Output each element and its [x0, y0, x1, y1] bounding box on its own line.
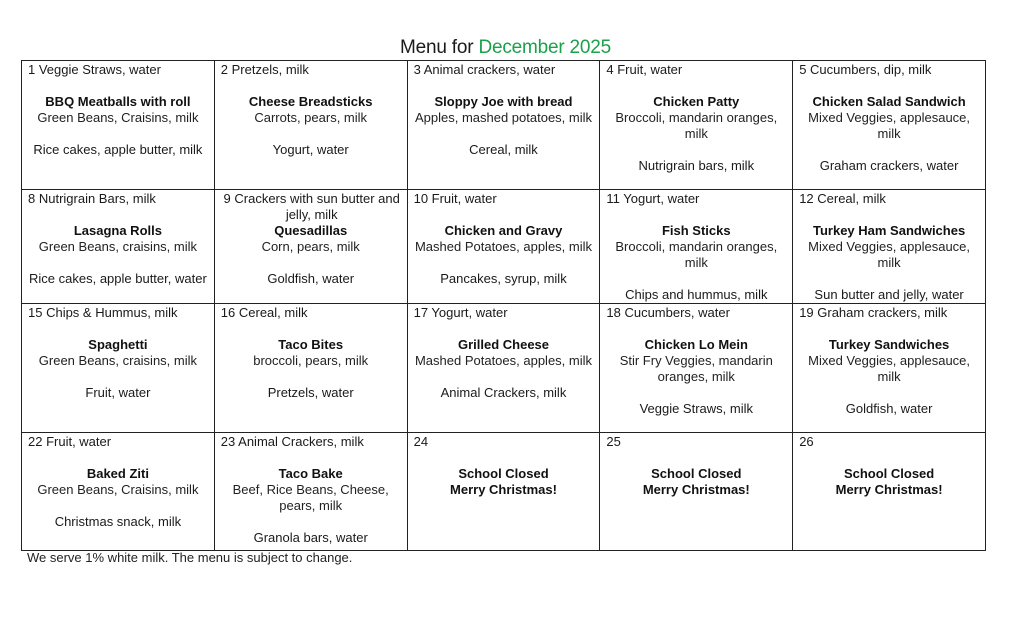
day-cell: [407, 433, 600, 551]
lunch: [22, 223, 214, 255]
week-row: [22, 61, 986, 190]
lunch-sides: broccoli, pears, milk: [253, 353, 369, 368]
afternoon-snack: Yogurt, water: [272, 142, 349, 157]
closed-label: School Closed: [458, 466, 549, 481]
lunch-sides: Carrots, pears, milk: [254, 110, 368, 125]
morning-snack: 9 Crackers with sun butter and jelly, milk: [223, 191, 400, 222]
lunch-main-dish: Turkey Sandwiches: [828, 337, 950, 352]
afternoon-snack: Goldfish, water: [845, 401, 933, 416]
lunch: [408, 337, 600, 369]
lunch-sides: Broccoli, mandarin oranges, milk: [615, 110, 778, 141]
day-cell: [22, 190, 215, 304]
lunch: [600, 94, 792, 142]
lunch: [793, 337, 985, 385]
week-row: [22, 190, 986, 304]
holiday-greeting: Merry Christmas!: [835, 482, 943, 497]
lunch-main-dish: Grilled Cheese: [457, 337, 550, 352]
lunch: [215, 337, 407, 369]
lunch-main-dish: Chicken Patty: [653, 94, 740, 109]
lunch-sides: Corn, pears, milk: [261, 239, 360, 254]
day-cell: [793, 433, 986, 551]
lunch: [22, 94, 214, 126]
morning-snack: 11 Yogurt, water: [606, 191, 700, 206]
lunch: [215, 466, 407, 514]
lunch-main-dish: Chicken Salad Sandwich: [812, 94, 966, 109]
lunch-sides: Green Beans, Craisins, milk: [37, 110, 199, 125]
lunch-main-dish: Chicken Lo Mein: [644, 337, 748, 352]
day-cell: [407, 304, 600, 433]
title-month: December 2025: [478, 37, 612, 58]
day-cell: [407, 190, 600, 304]
morning-snack: 16 Cereal, milk: [220, 305, 308, 320]
day-cell: [600, 61, 793, 190]
week-row: [22, 433, 986, 551]
morning-snack: 19 Graham crackers, milk: [799, 305, 948, 320]
menu-footnote: We serve 1% white milk. The menu is subject to change.: [27, 550, 353, 565]
lunch: [408, 223, 600, 255]
lunch: [793, 94, 985, 142]
day-cell: [407, 61, 600, 190]
afternoon-snack: Rice cakes, apple butter, milk: [33, 142, 203, 157]
afternoon-snack: Pancakes, syrup, milk: [440, 271, 567, 286]
day-number: 24: [413, 434, 429, 449]
lunch-sides: Broccoli, mandarin oranges, milk: [615, 239, 778, 270]
holiday-greeting: Merry Christmas!: [450, 482, 557, 497]
lunch-main-dish: Spaghetti: [88, 337, 148, 352]
title-prefix: Menu for: [399, 37, 474, 58]
lunch-sides: Beef, Rice Beans, Cheese, pears, milk: [232, 482, 389, 513]
lunch-main-dish: Turkey Ham Sandwiches: [812, 223, 966, 238]
afternoon-snack: Animal Crackers, milk: [440, 385, 567, 400]
morning-snack: 3 Animal crackers, water: [413, 62, 556, 77]
morning-snack: 2 Pretzels, milk: [220, 62, 309, 77]
page-title: [0, 37, 1011, 59]
lunch-sides: Green Beans, craisins, milk: [38, 239, 198, 254]
afternoon-snack: Christmas snack, milk: [54, 514, 182, 529]
lunch: [793, 223, 985, 271]
day-cell: [22, 61, 215, 190]
day-cell: [793, 61, 986, 190]
afternoon-snack: Pretzels, water: [267, 385, 354, 400]
lunch-main-dish: Lasagna Rolls: [73, 223, 162, 238]
day-cell: [793, 304, 986, 433]
holiday-greeting: Merry Christmas!: [642, 482, 750, 497]
lunch-sides: Mixed Veggies, applesauce, milk: [808, 110, 971, 141]
morning-snack: 4 Fruit, water: [606, 62, 683, 77]
afternoon-snack: Veggie Straws, milk: [639, 401, 753, 416]
day-cell: [22, 433, 215, 551]
lunch-sides: Stir Fry Veggies, mandarin oranges, milk: [619, 353, 773, 384]
afternoon-snack: Chips and hummus, milk: [625, 287, 768, 302]
lunch-main-dish: Quesadillas: [274, 223, 348, 238]
lunch-sides: Mixed Veggies, applesauce, milk: [808, 239, 971, 270]
lunch-main-dish: Taco Bites: [278, 337, 344, 352]
morning-snack: 18 Cucumbers, water: [606, 305, 730, 320]
lunch-sides: Green Beans, Craisins, milk: [37, 482, 199, 497]
closed-label: School Closed: [843, 466, 935, 481]
morning-snack: 12 Cereal, milk: [799, 191, 886, 206]
morning-snack: 5 Cucumbers, dip, milk: [799, 62, 932, 77]
morning-snack: 1 Veggie Straws, water: [28, 62, 161, 77]
day-cell: [214, 304, 407, 433]
lunch-main-dish: Taco Bake: [278, 466, 343, 481]
lunch-main-dish: Sloppy Joe with bread: [434, 94, 573, 109]
morning-snack: 15 Chips & Hummus, milk: [28, 305, 178, 320]
afternoon-snack: Nutrigrain bars, milk: [638, 158, 755, 173]
closed-label: School Closed: [651, 466, 742, 481]
morning-snack: 10 Fruit, water: [413, 191, 497, 206]
afternoon-snack: Graham crackers, water: [819, 158, 959, 173]
afternoon-snack: Goldfish, water: [267, 271, 355, 286]
week-row: [22, 304, 986, 433]
menu-calendar-table: [21, 60, 986, 551]
lunch: [22, 337, 214, 369]
lunch-sides: Mashed Potatoes, apples, milk: [414, 353, 593, 368]
afternoon-snack: Rice cakes, apple butter, water: [29, 271, 207, 286]
afternoon-snack: Sun butter and jelly, water: [814, 287, 964, 302]
lunch-main-dish: Cheese Breadsticks: [248, 94, 373, 109]
lunch-main-dish: Chicken and Gravy: [444, 223, 563, 238]
lunch-sides: Apples, mashed potatoes, milk: [414, 110, 593, 125]
morning-snack: 8 Nutrigrain Bars, milk: [28, 191, 156, 206]
morning-snack: 17 Yogurt, water: [413, 305, 508, 320]
school-closed-notice: [600, 466, 792, 498]
morning-snack: 23 Animal Crackers, milk: [220, 434, 364, 449]
lunch-sides: Mashed Potatoes, apples, milk: [414, 239, 593, 254]
lunch-main-dish: BBQ Meatballs with roll: [45, 94, 191, 109]
day-cell: [22, 304, 215, 433]
lunch-main-dish: Fish Sticks: [661, 223, 731, 238]
day-cell: [214, 190, 407, 304]
morning-snack: 22 Fruit, water: [28, 434, 112, 449]
lunch: [408, 94, 600, 126]
lunch-sides: Green Beans, craisins, milk: [38, 353, 198, 368]
day-cell: [600, 190, 793, 304]
lunch: [600, 223, 792, 271]
lunch-sides: Mixed Veggies, applesauce, milk: [808, 353, 971, 384]
day-cell: [214, 61, 407, 190]
lunch: [215, 94, 407, 126]
school-closed-notice: [793, 466, 985, 498]
afternoon-snack: Cereal, milk: [469, 142, 538, 157]
school-closed-notice: [408, 466, 600, 498]
day-cell: [600, 304, 793, 433]
day-number: 25: [606, 434, 621, 449]
afternoon-snack: Granola bars, water: [253, 530, 368, 545]
lunch-main-dish: Baked Ziti: [86, 466, 149, 481]
day-number: 26: [799, 434, 814, 449]
afternoon-snack: Fruit, water: [85, 385, 151, 400]
day-cell: [793, 190, 986, 304]
day-cell: [214, 433, 407, 551]
lunch: [600, 337, 792, 385]
lunch: [22, 466, 214, 498]
lunch: [215, 223, 407, 255]
day-cell: [600, 433, 793, 551]
